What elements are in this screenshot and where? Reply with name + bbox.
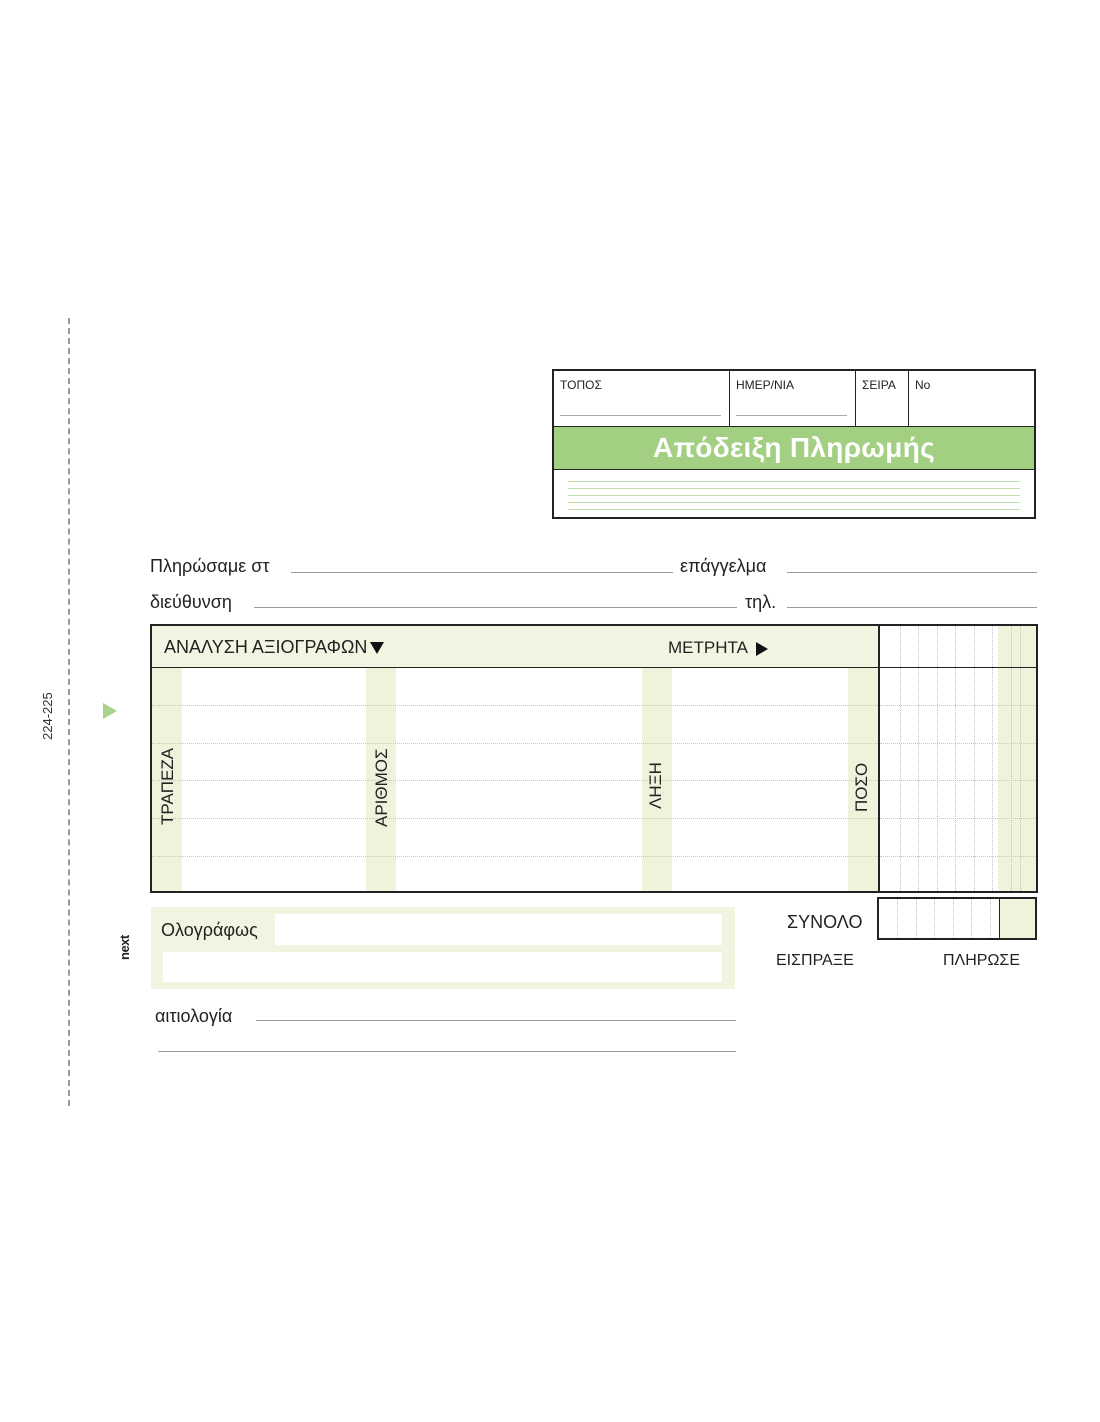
- phone-field[interactable]: [787, 607, 1037, 608]
- profession-label: επάγγελμα: [680, 556, 767, 576]
- paid-to-label: Πληρώσαμε στ: [150, 556, 270, 576]
- number-cell[interactable]: [909, 371, 1034, 426]
- words-label: Ολογράφως: [161, 920, 258, 940]
- phone-label: τηλ.: [745, 592, 777, 612]
- document-title: Απόδειξη Πληρωμής: [653, 432, 935, 463]
- number-label: No: [915, 378, 931, 392]
- arrow-down-icon: [370, 642, 384, 654]
- received-by-label: ΕΙΣΠΡΑΞΕ: [776, 952, 854, 969]
- reason-field-2[interactable]: [158, 1051, 736, 1052]
- payment-analysis-table: ΑΝΑΛΥΣΗ ΑΞΙΟΓΡΑΦΩΝ ΜΕΤΡΗΤΑ ΤΡΑΠΕΖΑ ΑΡΙΘΜΟΣ ΛΗΞΗ ΠΟΣΟ: [150, 624, 1038, 893]
- reason-field-1[interactable]: [256, 1020, 736, 1021]
- receipt-header-box: [552, 369, 1036, 519]
- amount-grid[interactable]: [880, 626, 1036, 891]
- words-field-2[interactable]: [163, 952, 722, 982]
- words-field-1[interactable]: [275, 914, 722, 945]
- paid-to-field[interactable]: [291, 572, 673, 573]
- place-cell[interactable]: [554, 371, 730, 426]
- total-field[interactable]: [877, 897, 1037, 940]
- title-band: [554, 426, 1034, 470]
- series-label: ΣΕΙΡΑ: [862, 378, 896, 392]
- cash-header: ΜΕΤΡΗΤΑ: [668, 638, 768, 658]
- date-label: ΗΜΕΡ/ΝΙΑ: [736, 378, 795, 392]
- securities-header: ΑΝΑΛΥΣΗ ΑΞΙΟΓΡΑΦΩΝ: [164, 637, 384, 658]
- amount-in-words-box: [151, 907, 735, 989]
- reason-label: αιτιολογία: [155, 1006, 233, 1026]
- triangle-marker-icon: [103, 703, 117, 719]
- address-label: διεύθυνση: [150, 592, 232, 612]
- perforation-line: [68, 318, 70, 1106]
- table-header: [152, 626, 878, 668]
- address-field[interactable]: [254, 607, 737, 608]
- date-cell[interactable]: [730, 371, 856, 426]
- series-cell[interactable]: [856, 371, 909, 426]
- place-label: ΤΟΠΟΣ: [560, 378, 602, 392]
- profession-field[interactable]: [787, 572, 1037, 573]
- paid-by-label: ΠΛΗΡΩΣΕ: [943, 952, 1020, 969]
- arrow-right-icon: [756, 642, 768, 656]
- total-label: ΣΥΝΟΛΟ: [787, 912, 863, 932]
